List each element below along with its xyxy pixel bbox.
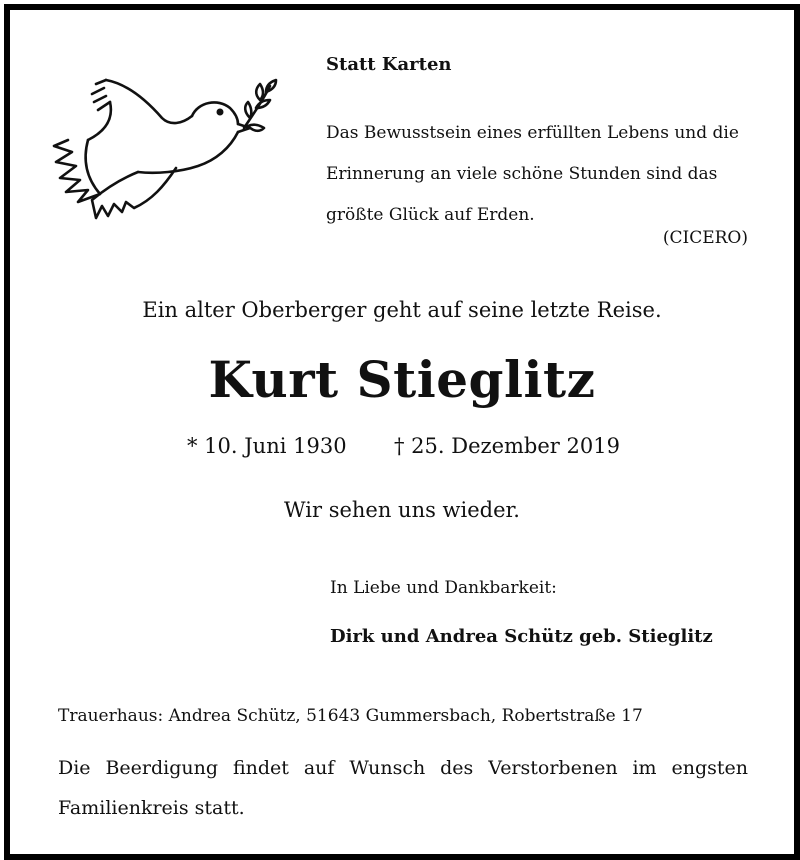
dove-with-olive-branch-icon [48,62,278,232]
cicero-quote [326,113,756,236]
mourning-house-address: Trauerhaus: Andrea Schütz, 51643 Gummersbach, Robertstraße 17 [58,706,643,726]
intro-line: Ein alter Oberberger geht auf seine letzte Reise. [142,298,662,322]
death-date: † 25. Dezember 2019 [394,434,620,458]
motto-line: Wir sehen uns wieder. [284,498,520,522]
burial-note: Die Beerdigung findet auf Wunsch des Verstorbenen im engsten Familienkreis statt. [58,757,748,819]
deceased-name: Kurt Stieglitz [208,350,596,409]
quote-line: Das Bewusstsein eines erfüllten Lebens und die [326,123,739,143]
quote-source: (CICERO) [662,228,748,248]
family-names: Dirk und Andrea Schütz geb. Stieglitz [330,626,713,647]
quote-line: Erinnerung an viele schöne Stunden sind das [326,164,718,184]
heading-statt-karten: Statt Karten [326,54,452,75]
birth-date: * 10. Juni 1930 [187,434,347,458]
quote-line: größte Glück auf Erden. [326,205,535,225]
obituary-notice [4,4,800,860]
love-line: In Liebe und Dankbarkeit: [330,578,557,598]
